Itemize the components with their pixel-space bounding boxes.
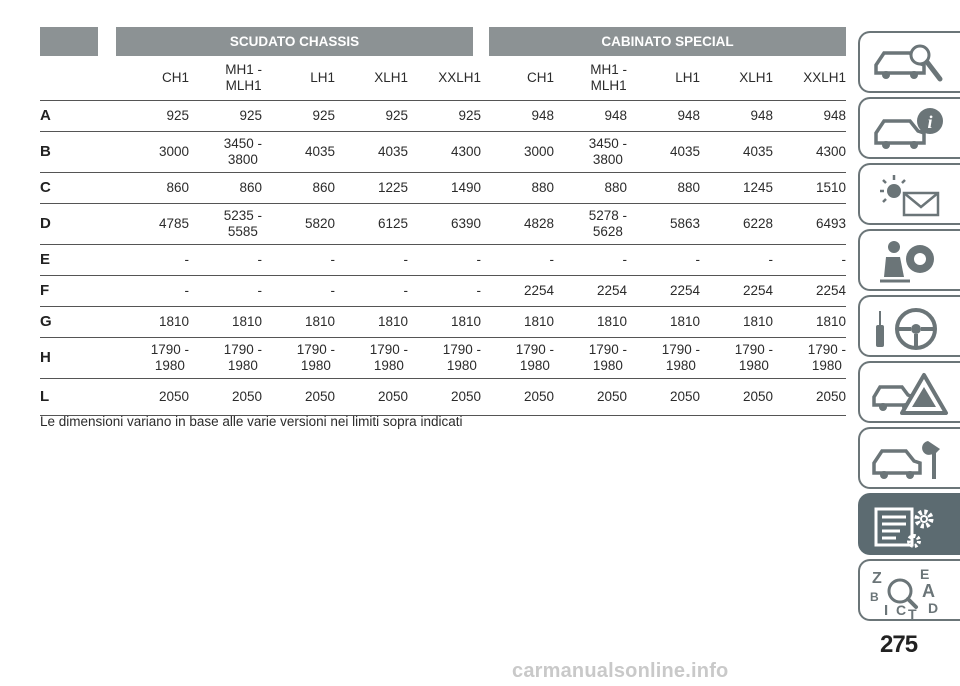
table-cell-value: 5235 - 5585 [223, 208, 262, 239]
table-cell [408, 379, 481, 416]
table-cell [700, 379, 773, 416]
table-cell [773, 379, 846, 416]
table-cell-value: 4785 [158, 216, 189, 231]
svg-text:B: B [870, 590, 879, 604]
table-cell [116, 276, 189, 307]
table-cell-value: 1790 - 1980 [661, 342, 700, 373]
row-label: H [40, 338, 116, 379]
footnote: Le dimensioni variano in base alle varie versioni nei limiti sopra indicati [40, 414, 463, 429]
table-cell [773, 307, 846, 338]
table-cell-value: 880 [604, 180, 627, 195]
emergency-triangle-icon [870, 369, 950, 419]
table-cell [627, 204, 700, 245]
table-cell [481, 338, 554, 379]
table-cell [335, 276, 408, 307]
table-cell [408, 338, 481, 379]
column-subheader-label: MH1 - MLH1 [590, 62, 627, 93]
table-cell [116, 338, 189, 379]
sidebar-tab-warning-lights[interactable] [858, 163, 960, 225]
table-cell [262, 338, 335, 379]
table-cell-value: - [257, 252, 262, 267]
table-cell [189, 204, 262, 245]
table-cell [554, 307, 627, 338]
table-row [40, 101, 846, 132]
table-cell-value: 4300 [815, 144, 847, 159]
table-cell-value: 4035 [669, 144, 700, 159]
table-cell [627, 276, 700, 307]
table-cell [335, 204, 408, 245]
table-cell [408, 204, 481, 245]
table-cell-value: 2254 [596, 283, 627, 298]
table-cell [262, 204, 335, 245]
table-cell-value: - [403, 283, 408, 298]
column-subheader [116, 56, 189, 101]
table-cell [481, 101, 554, 132]
table-cell [408, 101, 481, 132]
table-cell-value: 2050 [304, 389, 335, 404]
table-cell-value: - [403, 252, 408, 267]
table-cell [627, 379, 700, 416]
table-cell-value: 2050 [596, 389, 627, 404]
row-label: A [40, 101, 116, 132]
table-cell-value: - [184, 252, 189, 267]
table-cell-value: 948 [750, 108, 773, 123]
table-cell [481, 276, 554, 307]
table-cell [554, 276, 627, 307]
table-cell-value: 3450 - 3800 [588, 136, 627, 167]
table-cell [481, 132, 554, 173]
table-row [40, 338, 846, 379]
column-subheader [773, 56, 846, 101]
svg-text:I: I [884, 602, 889, 619]
table-cell-value: 1790 - 1980 [369, 342, 408, 373]
table-cell-value: 5863 [669, 216, 700, 231]
watermark: carmanualsonline.info [512, 660, 729, 682]
table-cell-value: 3000 [523, 144, 554, 159]
table-cell [189, 276, 262, 307]
table-cell-value: 1790 - 1980 [807, 342, 847, 373]
steering-wheel-starting-icon [870, 303, 950, 353]
table-cell-value: - [330, 283, 335, 298]
svg-text:A: A [922, 581, 935, 601]
table-cell [335, 379, 408, 416]
table-cell [262, 245, 335, 276]
row-label: B [40, 132, 116, 173]
column-subheader [700, 56, 773, 101]
column-subheader [627, 56, 700, 101]
table-cell-value: 2050 [231, 389, 262, 404]
table-cell-value: 880 [531, 180, 554, 195]
table-cell [262, 307, 335, 338]
table-cell [700, 276, 773, 307]
table-cell [116, 245, 189, 276]
table-cell-value: 4035 [304, 144, 335, 159]
table-cell [773, 338, 846, 379]
table-cell-value: 2254 [523, 283, 554, 298]
table-cell-value: 2050 [450, 389, 481, 404]
table-cell [554, 173, 627, 204]
car-info-icon [870, 105, 950, 155]
table-row [40, 307, 846, 338]
table-row [40, 132, 846, 173]
svg-text:i: i [927, 112, 933, 132]
table-cell-value: 948 [823, 108, 847, 123]
table-cell [627, 132, 700, 173]
table-cell-value: 925 [458, 108, 481, 123]
column-subheader-label: XXLH1 [438, 70, 481, 85]
table-cell-value: 4035 [377, 144, 408, 159]
table-cell [627, 101, 700, 132]
column-subheader-label: CH1 [161, 70, 189, 85]
warning-lights-message-icon [870, 171, 950, 221]
table-cell [700, 245, 773, 276]
table-cell [481, 307, 554, 338]
column-subheader [554, 56, 627, 101]
table-cell [773, 204, 846, 245]
table-cell [335, 245, 408, 276]
table-cell-value: - [257, 283, 262, 298]
table-cell [335, 101, 408, 132]
table-cell-value: - [476, 283, 481, 298]
table-cell-value: 1790 - 1980 [734, 342, 773, 373]
table-row [40, 204, 846, 245]
table-cell [116, 204, 189, 245]
column-subheader-label: MH1 - MLH1 [225, 62, 262, 93]
table-cell-value: - [768, 252, 773, 267]
table-cell-value: 1225 [377, 180, 408, 195]
table-cell-value: 5820 [304, 216, 335, 231]
table-cell-value: - [695, 252, 700, 267]
row-label: E [40, 245, 116, 276]
subheader-blank [40, 56, 116, 101]
column-subheader-row [40, 56, 846, 101]
column-subheader-label: LH1 [310, 70, 335, 85]
sidebar-tab-starting[interactable] [858, 295, 960, 357]
row-label: G [40, 307, 116, 338]
table-cell-value: 925 [239, 108, 262, 123]
table-cell-value: 1790 - 1980 [150, 342, 189, 373]
table-cell-value: - [841, 252, 847, 267]
table-cell-value: 4828 [523, 216, 554, 231]
sidebar-tab-emergency[interactable] [858, 361, 960, 423]
sidebar-tab-safety[interactable] [858, 229, 960, 291]
table-cell [554, 204, 627, 245]
table-cell-value: 2050 [669, 389, 700, 404]
table-cell [116, 379, 189, 416]
table-cell-value: 2050 [742, 389, 773, 404]
table-cell-value: 1810 [742, 314, 773, 329]
table-cell-value: 1810 [304, 314, 335, 329]
table-cell [408, 173, 481, 204]
table-cell-value: 925 [166, 108, 189, 123]
alphabetical-index-icon [870, 567, 950, 621]
column-subheader-label: LH1 [675, 70, 700, 85]
table-cell [189, 307, 262, 338]
table-cell [408, 132, 481, 173]
table-cell [262, 101, 335, 132]
table-cell-value: 6228 [742, 216, 773, 231]
sidebar-tab-index[interactable] [858, 559, 960, 621]
table-cell-value: 1810 [596, 314, 627, 329]
table-cell-value: 1810 [669, 314, 700, 329]
table-cell-value: 2254 [742, 283, 773, 298]
row-label: D [40, 204, 116, 245]
table-cell-value: 1810 [815, 314, 847, 329]
table-cell [554, 101, 627, 132]
svg-text:E: E [920, 567, 930, 582]
table-cell [189, 173, 262, 204]
table-cell-value: - [622, 252, 627, 267]
table-cell [262, 132, 335, 173]
table-cell-value: 1790 - 1980 [515, 342, 554, 373]
table-cell-value: 1790 - 1980 [442, 342, 481, 373]
table-cell-value: 1810 [523, 314, 554, 329]
column-subheader-label: CH1 [526, 70, 554, 85]
table-cell-value: 1790 - 1980 [296, 342, 335, 373]
table-row [40, 379, 846, 416]
table-cell [189, 245, 262, 276]
table-cell-value: 2050 [377, 389, 408, 404]
table-cell-value: 1810 [158, 314, 189, 329]
table-cell-value: 6390 [450, 216, 481, 231]
table-cell-value: 860 [312, 180, 335, 195]
column-subheader-label: XLH1 [739, 70, 773, 85]
column-subheader-label: XXLH1 [803, 70, 847, 85]
table-cell-value: 880 [677, 180, 700, 195]
table-cell-value: 948 [677, 108, 700, 123]
table-cell-value: 925 [385, 108, 408, 123]
table-cell [627, 245, 700, 276]
table-cell [116, 101, 189, 132]
table-cell-value: 1810 [231, 314, 262, 329]
table-cell [116, 173, 189, 204]
table-cell-value: 4300 [450, 144, 481, 159]
table-cell-value: 1790 - 1980 [223, 342, 262, 373]
table-cell-value: 6125 [377, 216, 408, 231]
table-cell-value: 6493 [815, 216, 847, 231]
table-cell-value: 2050 [815, 389, 847, 404]
table-cell [700, 132, 773, 173]
svg-text:Z: Z [872, 570, 882, 587]
table-cell [408, 276, 481, 307]
table-cell-value: 1810 [450, 314, 481, 329]
table-cell-value: 860 [239, 180, 262, 195]
table-cell-value: 3450 - 3800 [223, 136, 262, 167]
table-cell-value: 1810 [377, 314, 408, 329]
table-cell [262, 379, 335, 416]
table-cell [554, 379, 627, 416]
column-subheader [335, 56, 408, 101]
table-cell [700, 173, 773, 204]
table-cell-value: - [476, 252, 481, 267]
table-cell [189, 338, 262, 379]
table-cell [773, 132, 846, 173]
table-cell [481, 379, 554, 416]
table-cell [700, 204, 773, 245]
table-cell-value: 2254 [669, 283, 700, 298]
row-label: F [40, 276, 116, 307]
table-cell-value: 5278 - 5628 [588, 208, 627, 239]
table-cell [700, 101, 773, 132]
svg-text:T: T [908, 606, 917, 621]
table-cell [700, 307, 773, 338]
table-cell [335, 307, 408, 338]
airbag-safety-icon [870, 237, 950, 287]
group-header-scudato: SCUDATO CHASSIS [116, 27, 481, 56]
table-cell-value: 2050 [523, 389, 554, 404]
table-cell-value: 925 [312, 108, 335, 123]
table-cell [189, 132, 262, 173]
table-cell [408, 245, 481, 276]
svg-text:D: D [928, 600, 939, 616]
table-row [40, 276, 846, 307]
table-cell-value: 948 [604, 108, 627, 123]
table-cell-value: 1790 - 1980 [588, 342, 627, 373]
table-cell [773, 101, 846, 132]
column-subheader [262, 56, 335, 101]
table-cell-value: 1245 [742, 180, 773, 195]
table-cell-value: 1490 [450, 180, 481, 195]
sidebar-tab-maintenance[interactable] [858, 427, 960, 489]
table-cell-value: 860 [166, 180, 189, 195]
table-cell-value: 948 [531, 108, 554, 123]
table-cell [481, 245, 554, 276]
table-cell [627, 307, 700, 338]
table-row [40, 173, 846, 204]
sidebar-tab-car-search[interactable] [858, 31, 960, 93]
technical-data-icon [870, 501, 950, 551]
column-subheader [408, 56, 481, 101]
sidebar-tab-technical-data[interactable] [858, 493, 960, 555]
table-cell [554, 132, 627, 173]
table-cell-value: - [330, 252, 335, 267]
table-cell [700, 338, 773, 379]
group-header-row [40, 27, 846, 56]
table-cell-value: 2254 [815, 283, 847, 298]
table-cell [116, 307, 189, 338]
table-cell [481, 204, 554, 245]
table-cell-value: - [184, 283, 189, 298]
table-cell-value: 3000 [158, 144, 189, 159]
column-subheader-label: XLH1 [374, 70, 408, 85]
table-cell [262, 173, 335, 204]
column-subheader [189, 56, 262, 101]
table-cell [627, 338, 700, 379]
table-cell [116, 132, 189, 173]
car-maintenance-icon [870, 435, 950, 485]
sidebar-tab-car-info[interactable] [858, 97, 960, 159]
table-cell [554, 245, 627, 276]
table-cell [773, 245, 846, 276]
table-cell [408, 307, 481, 338]
page-number: 275 [880, 631, 918, 658]
table-cell-value: 4035 [742, 144, 773, 159]
table-cell [554, 338, 627, 379]
table-cell [262, 276, 335, 307]
svg-text:C: C [896, 602, 907, 618]
table-cell [773, 173, 846, 204]
group-header-cabinato: CABINATO SPECIAL [481, 27, 846, 56]
table-cell [627, 173, 700, 204]
car-search-icon [870, 39, 950, 89]
table-cell [189, 101, 262, 132]
row-label: C [40, 173, 116, 204]
dimensions-table [40, 27, 846, 416]
group-header-blank [40, 27, 116, 56]
table-row [40, 245, 846, 276]
table-cell [481, 173, 554, 204]
table-cell-value: 1510 [815, 180, 847, 195]
column-subheader [481, 56, 554, 101]
table-cell [335, 173, 408, 204]
row-label: L [40, 379, 116, 416]
table-cell-value: 2050 [158, 389, 189, 404]
table-cell-value: - [549, 252, 554, 267]
table-cell [189, 379, 262, 416]
table-cell [335, 132, 408, 173]
table-cell [773, 276, 846, 307]
table-cell [335, 338, 408, 379]
